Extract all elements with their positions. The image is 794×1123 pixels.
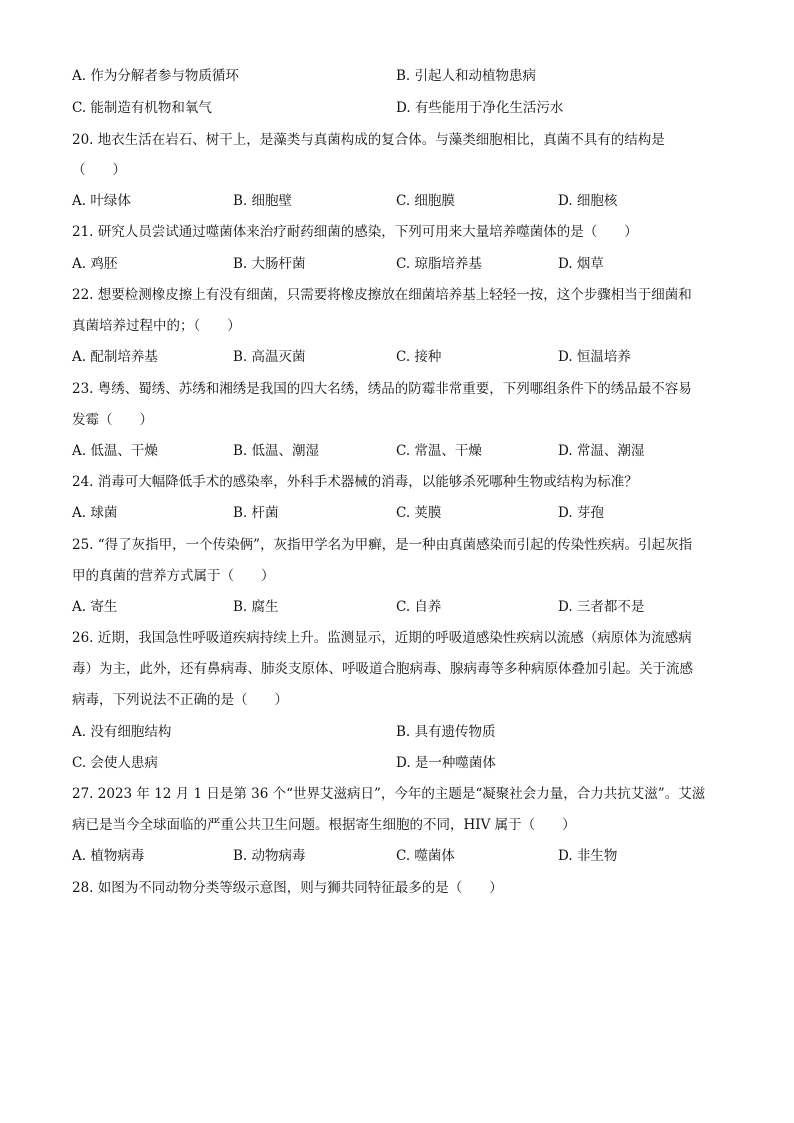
q22-stem-line-1: 22. 想要检测橡皮擦上有没有细菌，只需要将橡皮擦放在细菌培养基上轻轻一按，这个步骤相当于细菌和 — [72, 287, 692, 303]
q21-option-c: C. 琼脂培养基 — [396, 256, 482, 272]
q23-stem-line-2: 发霉（ ） — [72, 412, 153, 428]
q26-stem-line-1: 26. 近期，我国急性呼吸道疾病持续上升。监测显示，近期的呼吸道感染性疾病以流感（病原体为流感病 — [72, 630, 692, 646]
q26-option-c: C. 会使人患病 — [72, 755, 158, 771]
q19-option-d: D. 有些能用于净化生活污水 — [396, 100, 564, 116]
q26-option-a: A. 没有细胞结构 — [72, 724, 172, 740]
q25-option-c: C. 自养 — [396, 599, 442, 615]
q20-option-a: A. 叶绿体 — [72, 193, 131, 209]
q22-option-b: B. 高温灭菌 — [233, 349, 306, 365]
q27-stem-line-2: 病已是当今全球面临的严重公共卫生问题。根据寄生细胞的不同，HIV 属于（ ） — [72, 817, 576, 833]
q25-stem-line-2: 甲的真菌的营养方式属于（ ） — [72, 568, 275, 584]
q27-stem-line-1: 27. 2023 年 12 月 1 日是第 36 个“世界艾滋病日”，今年的主题是“凝聚社会力量，合力共抗艾滋”。艾滋 — [72, 786, 706, 802]
q26-option-d: D. 是一种噬菌体 — [396, 755, 496, 771]
q28-stem-line-1: 28. 如图为不同动物分类等级示意图，则与狮共同特征最多的是（ ） — [72, 880, 503, 896]
q20-option-b: B. 细胞壁 — [233, 193, 293, 209]
q20-option-c: C. 细胞膜 — [396, 193, 455, 209]
q26-option-b: B. 具有遗传物质 — [396, 724, 496, 740]
q20-option-d: D. 细胞核 — [558, 193, 618, 209]
q24-option-c: C. 荚膜 — [396, 505, 442, 521]
q27-option-d: D. 非生物 — [558, 848, 618, 864]
q27-option-a: A. 植物病毒 — [72, 848, 145, 864]
q23-option-c: C. 常温、干燥 — [396, 443, 482, 459]
q23-option-a: A. 低温、干燥 — [72, 443, 158, 459]
q27-option-c: C. 噬菌体 — [396, 848, 455, 864]
q20-stem-line-2: （ ） — [72, 162, 126, 178]
q21-option-b: B. 大肠杆菌 — [233, 256, 306, 272]
q23-option-d: D. 常温、潮湿 — [558, 443, 645, 459]
q24-stem-line-1: 24. 消毒可大幅降低手术的感染率，外科手术器械的消毒，以能够杀死哪种生物或结构为标准？ — [72, 474, 638, 490]
q24-option-b: B. 杆菌 — [233, 505, 279, 521]
q20-stem-line-1: 20. 地衣生活在岩石、树干上，是藻类与真菌构成的复合体。与藻类细胞相比，真菌不具有的结构是 — [72, 132, 665, 148]
q26-stem-line-3: 病毒，下列说法不正确的是（ ） — [72, 692, 288, 708]
q25-option-d: D. 三者都不是 — [558, 599, 645, 615]
q19-option-b: B. 引起人和动植物患病 — [396, 68, 537, 84]
q22-option-a: A. 配制培养基 — [72, 349, 158, 365]
q23-option-b: B. 低温、潮湿 — [233, 443, 320, 459]
q25-stem-line-1: 25. “得了灰指甲，一个传染俩”，灰指甲学名为甲癣，是一种由真菌感染而引起的传染性疾病。引起灰指 — [72, 537, 693, 553]
q19-option-a: A. 作为分解者参与物质循环 — [72, 68, 239, 84]
q21-option-d: D. 烟草 — [558, 256, 604, 272]
q25-option-a: A. 寄生 — [72, 599, 118, 615]
q21-stem-line-1: 21. 研究人员尝试通过噬菌体来治疗耐药细菌的感染，下列可用来大量培养噬菌体的是（ ） — [72, 224, 638, 240]
q24-option-a: A. 球菌 — [72, 505, 118, 521]
q25-option-b: B. 腐生 — [233, 599, 279, 615]
q21-option-a: A. 鸡胚 — [72, 256, 118, 272]
q22-option-d: D. 恒温培养 — [558, 349, 631, 365]
q23-stem-line-1: 23. 粤绣、蜀绣、苏绣和湘绣是我国的四大名绣，绣品的防霉非常重要，下列哪组条件下的绣品最不容易 — [72, 381, 692, 397]
q26-stem-line-2: 毒）为主，此外，还有鼻病毒、肺炎支原体、呼吸道合胞病毒、腺病毒等多种病原体叠加引起。关于流感 — [72, 661, 693, 677]
q22-option-c: C. 接种 — [396, 349, 442, 365]
q22-stem-line-2: 真菌培养过程中的；（ ） — [72, 318, 241, 334]
q19-option-c: C. 能制造有机物和氧气 — [72, 100, 212, 116]
q24-option-d: D. 芽孢 — [558, 505, 604, 521]
q27-option-b: B. 动物病毒 — [233, 848, 306, 864]
